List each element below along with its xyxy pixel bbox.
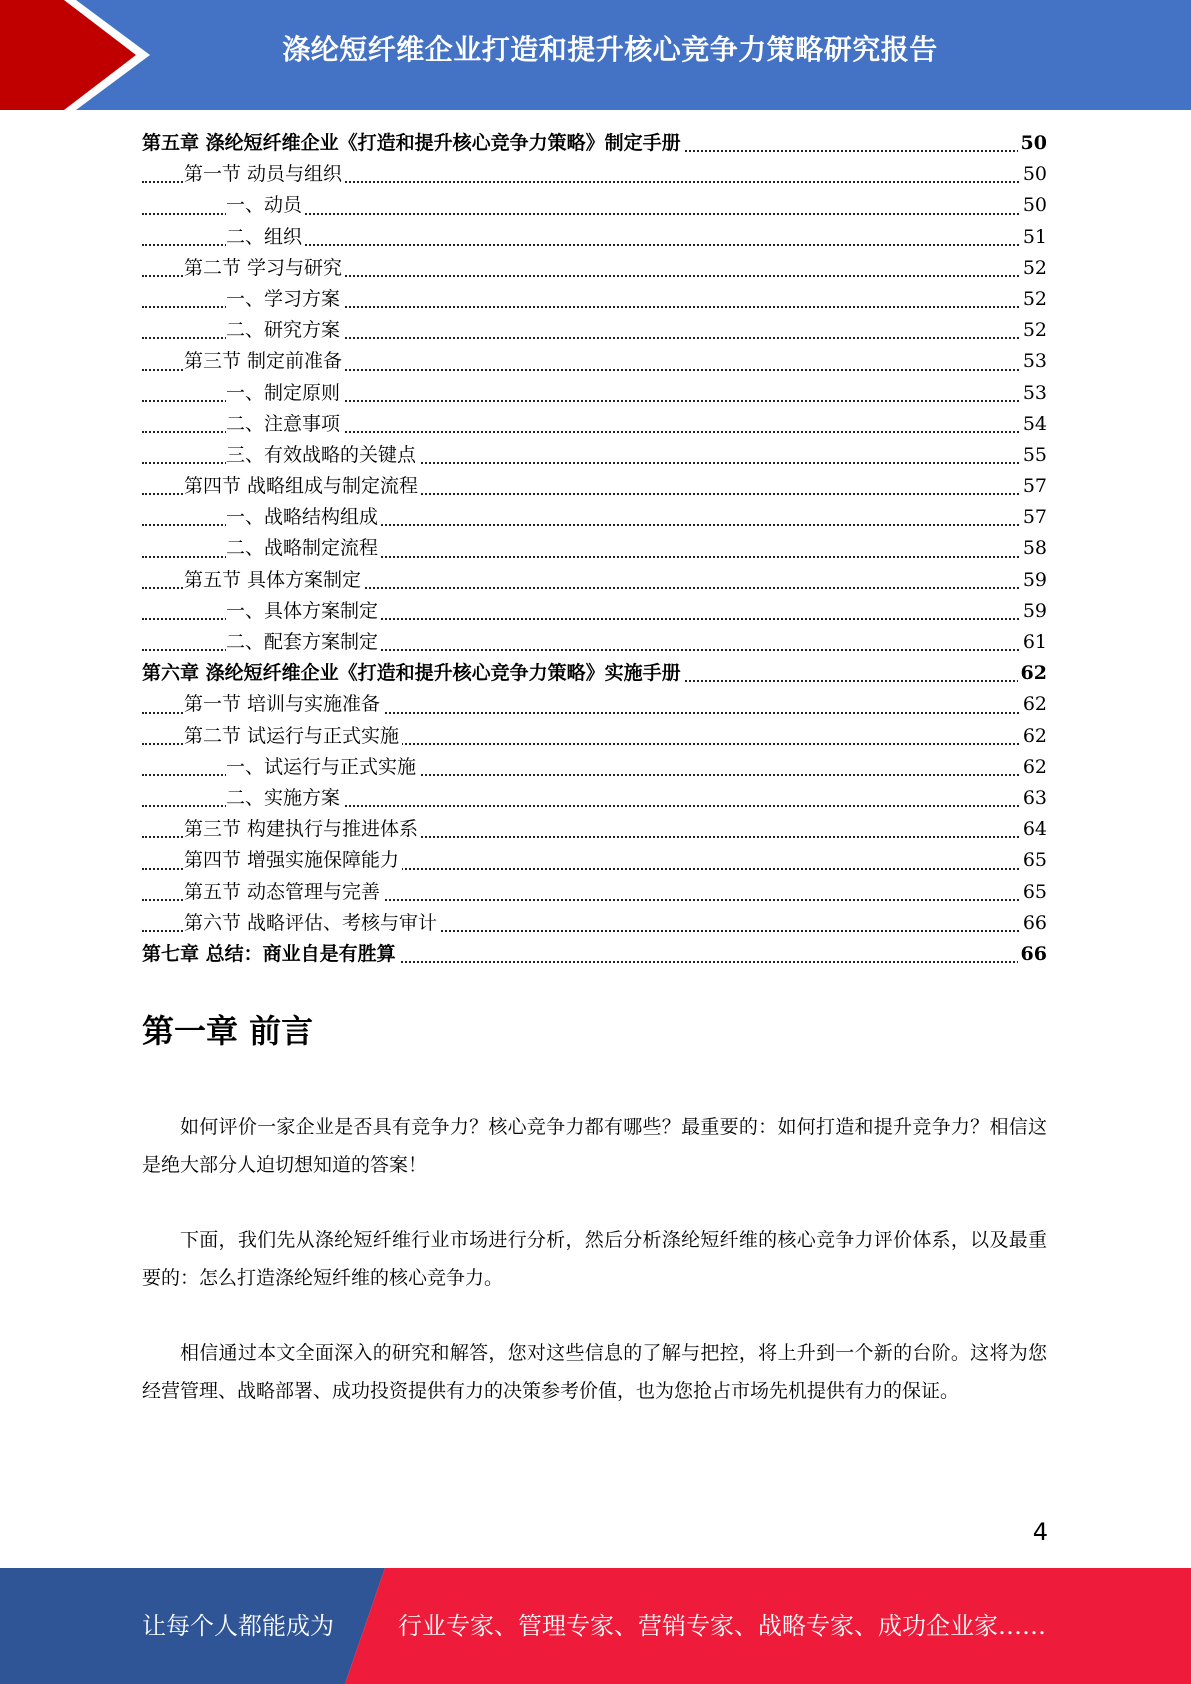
toc-entry[interactable] bbox=[142, 658, 1047, 689]
toc-entry-title: 二、配套方案制定 bbox=[226, 631, 381, 653]
report-title: 涤纶短纤维企业打造和提升核心竞争力策略研究报告 bbox=[282, 33, 938, 66]
toc-entry-page: 57 bbox=[1020, 502, 1047, 533]
toc-entry[interactable] bbox=[142, 440, 1047, 471]
paragraph-3: 相信通过本文全面深入的研究和解答，您对这些信息的了解与把控，将上升到一个新的台阶。这将为您经营管理、战略部署、成功投资提供有力的决策参考价值，也为您抢占市场先机提供有力的保证。 bbox=[142, 1342, 1047, 1402]
toc-entry[interactable] bbox=[142, 284, 1047, 315]
toc-entry[interactable] bbox=[142, 689, 1047, 720]
toc-entry[interactable] bbox=[142, 409, 1047, 440]
toc-entry[interactable] bbox=[142, 159, 1047, 190]
toc-entry-page: 52 bbox=[1020, 253, 1047, 284]
toc-entry-title: 一、学习方案 bbox=[226, 288, 343, 310]
toc-entry-page: 63 bbox=[1020, 783, 1047, 814]
toc-entry-title: 第七章 总结：商业自是有胜算 bbox=[142, 943, 399, 965]
chapter-heading: 第一章 前言 bbox=[142, 1012, 314, 1050]
toc-entry[interactable] bbox=[142, 752, 1047, 783]
toc-entry-title: 二、战略制定流程 bbox=[226, 537, 381, 559]
toc-entry-title: 第四节 战略组成与制定流程 bbox=[184, 475, 421, 497]
page-header bbox=[0, 0, 1191, 110]
toc-entry[interactable] bbox=[142, 315, 1047, 346]
header-arrow-decoration bbox=[0, 0, 160, 110]
toc-entry[interactable] bbox=[142, 814, 1047, 845]
toc-entry[interactable] bbox=[142, 908, 1047, 939]
page-footer bbox=[0, 1568, 1191, 1684]
toc-entry-page: 66 bbox=[1020, 908, 1047, 939]
toc-entry[interactable] bbox=[142, 939, 1047, 970]
toc-entry-title: 第三节 制定前准备 bbox=[184, 350, 345, 372]
toc-entry[interactable] bbox=[142, 346, 1047, 377]
toc-entry-page: 55 bbox=[1020, 440, 1047, 471]
toc-entry-title: 一、试运行与正式实施 bbox=[226, 756, 419, 778]
toc-entry-title: 第五章 涤纶短纤维企业《打造和提升核心竞争力策略》制定手册 bbox=[142, 132, 684, 154]
footer-slogan-left: 让每个人都能成为 bbox=[142, 1612, 334, 1640]
toc-entry-page: 62 bbox=[1020, 752, 1047, 783]
toc-entry[interactable] bbox=[142, 502, 1047, 533]
toc-entry-page: 58 bbox=[1020, 533, 1047, 564]
toc-entry-page: 50 bbox=[1020, 190, 1047, 221]
toc-entry-page: 62 bbox=[1018, 658, 1047, 689]
toc-entry[interactable] bbox=[142, 877, 1047, 908]
toc-entry[interactable] bbox=[142, 378, 1047, 409]
toc-entry[interactable] bbox=[142, 128, 1047, 159]
chapter-body bbox=[142, 1108, 1047, 1447]
toc-entry-title: 一、制定原则 bbox=[226, 382, 343, 404]
toc-entry-title: 二、组织 bbox=[226, 226, 305, 248]
table-of-contents bbox=[142, 128, 1047, 970]
toc-entry[interactable] bbox=[142, 783, 1047, 814]
toc-entry-title: 第二节 学习与研究 bbox=[184, 257, 345, 279]
toc-entry[interactable] bbox=[142, 721, 1047, 752]
toc-entry-page: 53 bbox=[1020, 378, 1047, 409]
toc-entry-page: 59 bbox=[1020, 596, 1047, 627]
toc-entry-page: 62 bbox=[1020, 721, 1047, 752]
toc-entry-page: 52 bbox=[1020, 315, 1047, 346]
toc-entry[interactable] bbox=[142, 627, 1047, 658]
toc-entry-title: 一、具体方案制定 bbox=[226, 600, 381, 622]
toc-entry-title: 二、研究方案 bbox=[226, 319, 343, 341]
toc-entry[interactable] bbox=[142, 253, 1047, 284]
toc-entry-title: 第五节 动态管理与完善 bbox=[184, 881, 383, 903]
toc-entry-page: 52 bbox=[1020, 284, 1047, 315]
toc-entry-page: 61 bbox=[1020, 627, 1047, 658]
paragraph-2: 下面，我们先从涤纶短纤维行业市场进行分析，然后分析涤纶短纤维的核心竞争力评价体系，以及最重要的：怎么打造涤纶短纤维的核心竞争力。 bbox=[142, 1229, 1047, 1289]
toc-entry-title: 一、战略结构组成 bbox=[226, 506, 381, 528]
toc-entry-title: 二、注意事项 bbox=[226, 413, 343, 435]
toc-entry[interactable] bbox=[142, 845, 1047, 876]
toc-entry-title: 第一节 动员与组织 bbox=[184, 163, 345, 185]
toc-entry-page: 65 bbox=[1020, 877, 1047, 908]
toc-entry-title: 第二节 试运行与正式实施 bbox=[184, 725, 402, 747]
toc-entry[interactable] bbox=[142, 533, 1047, 564]
toc-entry-page: 65 bbox=[1020, 845, 1047, 876]
toc-entry-page: 51 bbox=[1020, 222, 1047, 253]
toc-entry-title: 第六节 战略评估、考核与审计 bbox=[184, 912, 440, 934]
page-number: 4 bbox=[1032, 1518, 1048, 1546]
toc-entry-page: 57 bbox=[1020, 471, 1047, 502]
toc-entry-title: 第四节 增强实施保障能力 bbox=[184, 849, 402, 871]
toc-entry-title: 第三节 构建执行与推进体系 bbox=[184, 818, 421, 840]
toc-entry[interactable] bbox=[142, 596, 1047, 627]
toc-entry-title: 二、实施方案 bbox=[226, 787, 343, 809]
toc-entry[interactable] bbox=[142, 222, 1047, 253]
footer-slogan-right: 行业专家、管理专家、营销专家、战略专家、成功企业家…… bbox=[398, 1612, 1046, 1640]
toc-entry-page: 66 bbox=[1018, 939, 1047, 970]
toc-entry-title: 第六章 涤纶短纤维企业《打造和提升核心竞争力策略》实施手册 bbox=[142, 662, 684, 684]
toc-entry[interactable] bbox=[142, 190, 1047, 221]
toc-entry-page: 62 bbox=[1020, 689, 1047, 720]
toc-entry-title: 一、动员 bbox=[226, 194, 305, 216]
toc-entry-title: 第五节 具体方案制定 bbox=[184, 569, 364, 591]
toc-entry-page: 50 bbox=[1018, 128, 1047, 159]
toc-entry-page: 50 bbox=[1020, 159, 1047, 190]
toc-entry-title: 三、有效战略的关键点 bbox=[226, 444, 419, 466]
toc-entry-title: 第一节 培训与实施准备 bbox=[184, 693, 383, 715]
toc-entry-page: 54 bbox=[1020, 409, 1047, 440]
toc-entry[interactable] bbox=[142, 471, 1047, 502]
toc-entry-page: 59 bbox=[1020, 565, 1047, 596]
toc-entry-page: 53 bbox=[1020, 346, 1047, 377]
toc-entry-page: 64 bbox=[1020, 814, 1047, 845]
paragraph-1: 如何评价一家企业是否具有竞争力？核心竞争力都有哪些？最重要的：如何打造和提升竞争力？相信这是绝大部分人迫切想知道的答案！ bbox=[142, 1116, 1047, 1176]
toc-entry[interactable] bbox=[142, 565, 1047, 596]
